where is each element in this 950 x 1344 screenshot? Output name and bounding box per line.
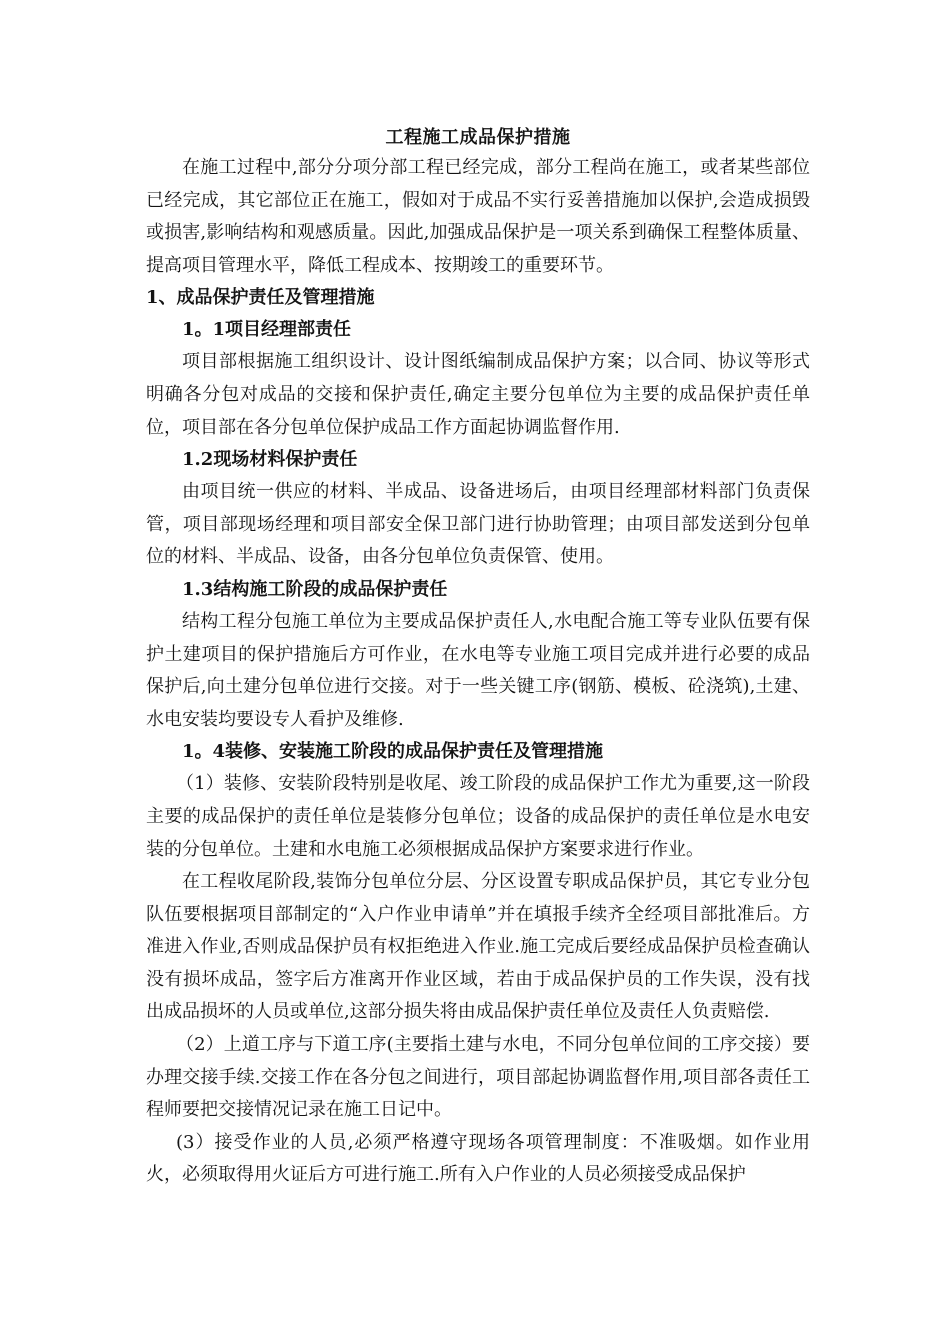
intro-paragraph: 在施工过程中,部分分项分部工程已经完成，部分工程尚在施工，或者某些部位已经完成，其它部位正在施工，假如对于成品不实行妥善措施加以保护,会造成损毁或损害,影响结构和观感质量。因此,加强成品保护是一项关系到确保工程整体质量、提高项目管理水平，降低工程成本、按期竣工的重要环节。 (146, 157, 810, 276)
subsection-heading-1-1: 1。1项目经理部责任 (182, 319, 352, 341)
subsection-heading-1-2: 1.2现场材料保护责任 (182, 449, 358, 471)
document-body (146, 124, 810, 1192)
subsection-heading-1-4: 1。4装修、安装施工阶段的成品保护责任及管理措施 (182, 741, 604, 763)
subsection-body-1-2: 由项目统一供应的材料、半成品、设备进场后，由项目经理部材料部门负责保管，项目部现场经理和项目部安全保卫部门进行协助管理；由项目部发送到分包单位的材料、半成品、设备，由各分包单位负责保管、使用。 (146, 481, 810, 568)
item-2-paragraph: （2）上道工序与下道工序(主要指土建与水电，不同分包单位间的工序交接）要办理交接手续.交接工作在各分包之间进行，项目部起协调监督作用,项目部各责任工程师要把交接情况记录在施工日记中。 (146, 1034, 810, 1121)
subsection-body-1-3: 结构工程分包施工单位为主要成品保护责任人,水电配合施工等专业队伍要有保护土建项目的保护措施后方可作业，在水电等专业施工项目完成并进行必要的成品保护后,向土建分包单位进行交接。对于一些关键工序(钢筋、模板、砼浇筑),土建、水电安装均要设专人看护及维修. (146, 610, 810, 730)
item-1-continued-paragraph: 在工程收尾阶段,装饰分包单位分层、分区设置专职成品保护员，其它专业分包队伍要根据项目部制定的“入户作业申请单”并在填报手续齐全经项目部批准后。方准进入作业,否则成品保护员有权拒绝进入作业.施工完成后要经成品保护员检查确认没有损坏成品，签字后方准离开作业区域，若由于成品保护员的工作失误，没有找出成品损坏的人员或单位,这部分损失将由成品保护责任单位及责任人负责赔偿. (146, 871, 810, 1023)
document-title: 工程施工成品保护措施 (385, 127, 571, 148)
subsection-heading-1-3: 1.3结构施工阶段的成品保护责任 (182, 578, 448, 600)
item-3-paragraph: (3）接受作业的人员,必须严格遵守现场各项管理制度：不准吸烟。如作业用火，必须取得用火证后方可进行施工.所有入户作业的人员必须接受成品保护 (146, 1131, 810, 1186)
item-1-paragraph: （1）装修、安装阶段特别是收尾、竣工阶段的成品保护工作尤为重要,这一阶段主要的成品保护的责任单位是装修分包单位；设备的成品保护的责任单位是水电安装的分包单位。土建和水电施工必须根据成品保护方案要求进行作业。 (146, 773, 810, 860)
section-heading: 1、成品保护责任及管理措施 (146, 287, 375, 309)
subsection-body-1-1: 项目部根据施工组织设计、设计图纸编制成品保护方案；以合同、协议等形式明确各分包对成品的交接和保护责任,确定主要分包单位为主要的成品保护责任单位，项目部在各分包单位保护成品工作方面起协调监督作用. (146, 351, 810, 438)
